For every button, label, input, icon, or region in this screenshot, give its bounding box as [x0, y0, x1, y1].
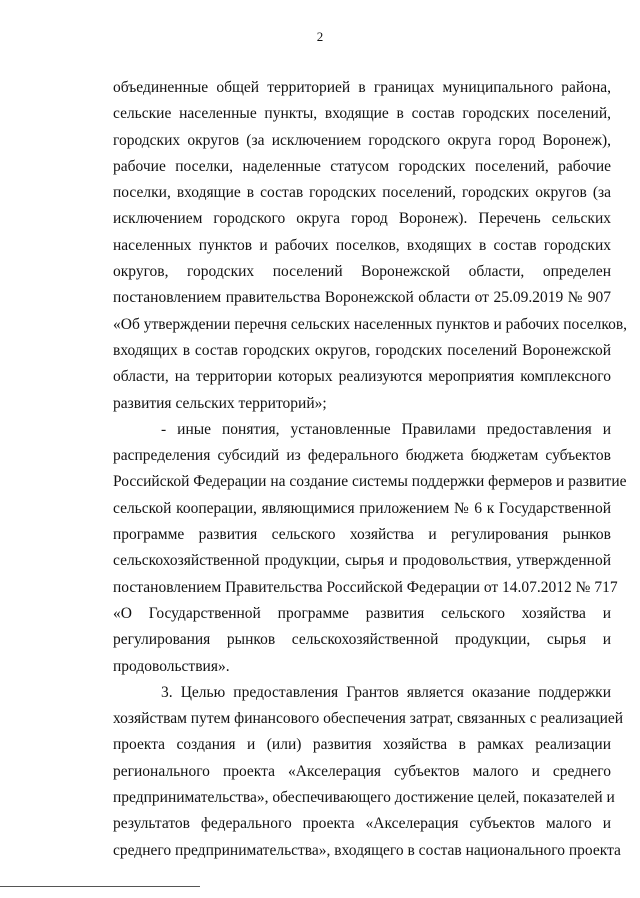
text-line: среднего предпринимательства», входящего в состав национального проекта [113, 841, 621, 859]
paragraph-definitions-continued [113, 75, 628, 417]
text-line: проекта создания и (или) развития хозяйства в рамках реализации [113, 736, 611, 754]
text-line: округов, городских поселений Воронежской области, определен [113, 263, 611, 281]
text-line: 3. Целью предоставления Грантов является оказание поддержки [161, 683, 611, 701]
text-line: регионального проекта «Акселерация субъектов малого и среднего [113, 762, 611, 780]
text-line: хозяйствам путем финансового обеспечения затрат, связанных с реализацией [113, 710, 624, 728]
text-line: результатов федерального проекта «Акселерация субъектов малого и [113, 815, 611, 833]
text-line: исключением городского округа город Воронеж). Перечень сельских [113, 210, 611, 228]
text-line: Российской Федерации на создание системы поддержки фермеров и развитие [113, 473, 627, 491]
page-number: 2 [316, 29, 324, 44]
paragraph-grant-purpose [113, 680, 624, 864]
text-line: сельскохозяйственной продукции, сырья и продовольствия, утвержденной [113, 552, 611, 570]
text-line: постановлением Правительства Российской Федерации от 14.07.2012 № 717 [113, 578, 618, 596]
text-line: сельской кооперации, являющимися приложением № 6 к Государственной [113, 499, 611, 517]
text-line: регулирования рынков сельскохозяйственной продукции, сырья и [113, 631, 611, 649]
text-line: населенных пунктов и рабочих поселков, входящих в состав городских [113, 236, 611, 254]
text-line: предпринимательства», обеспечивающего достижение целей, показателей и [113, 789, 615, 807]
text-line: развития сельских территорий»; [113, 394, 327, 412]
footer-divider [0, 886, 200, 887]
text-line: - иные понятия, установленные Правилами предоставления и [161, 420, 611, 438]
text-line: постановлением правительства Воронежской области от 25.09.2019 № 907 [113, 289, 611, 307]
text-line: «О Государственной программе развития сельского хозяйства и [113, 604, 611, 622]
text-line: входящих в состав городских округов, городских поселений Воронежской [113, 341, 611, 359]
text-line: объединенные общей территорией в границах муниципального района, [113, 79, 611, 96]
text-line: «Об утверждении перечня сельских населенных пунктов и рабочих поселков, [113, 315, 628, 333]
document-body [113, 75, 628, 864]
text-line: городских округов (за исключением городского округа город Воронеж), [113, 131, 611, 149]
text-line: продовольствия». [113, 657, 230, 675]
text-line: распределения субсидий из федерального бюджета бюджетам субъектов [113, 447, 611, 465]
text-line: сельские населенные пункты, входящие в состав городских поселений, [113, 105, 611, 123]
text-line: рабочие поселки, наделенные статусом городских поселений, рабочие [113, 157, 611, 175]
text-line: программе развития сельского хозяйства и регулирования рынков [113, 526, 611, 544]
text-line: поселки, входящие в состав городских поселений, городских округов (за [113, 184, 611, 202]
paragraph-other-terms [113, 417, 627, 680]
text-line: области, на территории которых реализуются мероприятия комплексного [113, 368, 611, 386]
